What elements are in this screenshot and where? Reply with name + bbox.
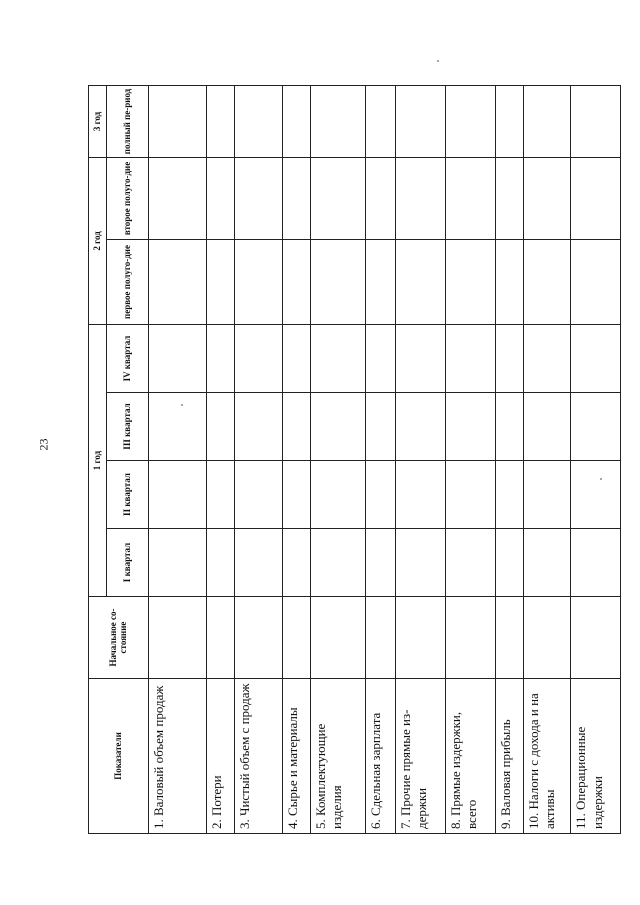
table-cell xyxy=(395,239,446,324)
header-initial-state: Начальное со-стояние xyxy=(89,597,149,679)
table-cell xyxy=(395,529,446,597)
table-cell xyxy=(149,157,207,239)
table-cell xyxy=(149,461,207,529)
table-cell xyxy=(366,393,396,461)
table-row xyxy=(395,85,446,833)
table-cell xyxy=(206,393,234,461)
table-cell xyxy=(282,324,310,392)
row-label: 6. Сдельная зарплата xyxy=(366,679,396,834)
table-cell xyxy=(366,157,396,239)
table-cell xyxy=(366,529,396,597)
page-number: 23 xyxy=(36,438,51,451)
table-row xyxy=(571,85,621,833)
table-cell xyxy=(495,239,523,324)
table-cell xyxy=(571,393,621,461)
table-cell xyxy=(149,393,207,461)
table-cell xyxy=(446,324,496,392)
table-cell xyxy=(495,597,523,679)
scan-speck xyxy=(437,60,439,62)
table-row xyxy=(235,85,282,833)
table-cell xyxy=(366,85,396,157)
header-q2: II квартал xyxy=(107,461,149,529)
table-cell xyxy=(571,461,621,529)
table-row xyxy=(524,85,571,833)
row-label: 7. Прочие прямые из-держки xyxy=(395,679,446,834)
table-cell xyxy=(282,461,310,529)
scan-speck xyxy=(600,478,602,480)
table-cell xyxy=(282,157,310,239)
header-year-1: 1 год xyxy=(89,324,107,596)
table-cell xyxy=(395,324,446,392)
header-half-2: второе полуго-дие xyxy=(107,157,149,239)
table-cell xyxy=(235,157,282,239)
table-cell xyxy=(495,529,523,597)
table-cell xyxy=(571,85,621,157)
table-cell xyxy=(524,85,571,157)
table-cell xyxy=(282,597,310,679)
table-cell xyxy=(571,157,621,239)
table-cell xyxy=(366,239,396,324)
table-cell xyxy=(446,393,496,461)
table-cell xyxy=(366,461,396,529)
table-cell xyxy=(311,324,366,392)
table-cell xyxy=(311,239,366,324)
table-cell xyxy=(495,461,523,529)
table-cell xyxy=(149,85,207,157)
financial-plan-table xyxy=(88,85,621,834)
table-cell xyxy=(235,393,282,461)
table-cell xyxy=(495,85,523,157)
table-cell xyxy=(235,324,282,392)
table-cell xyxy=(524,324,571,392)
table-cell xyxy=(446,85,496,157)
table-cell xyxy=(446,529,496,597)
table-cell xyxy=(206,597,234,679)
table-cell xyxy=(206,157,234,239)
rotated-table-container xyxy=(88,86,621,834)
table-cell xyxy=(206,461,234,529)
table-cell xyxy=(311,461,366,529)
table-cell xyxy=(206,239,234,324)
header-full-period: полный пе-риод xyxy=(107,85,149,157)
table-cell xyxy=(311,597,366,679)
table-row xyxy=(149,85,207,833)
table-cell xyxy=(311,85,366,157)
row-label: 4. Сырье и материалы xyxy=(282,679,310,834)
row-label: 11. Операционные издержки xyxy=(571,679,621,834)
header-year-3: 3 год xyxy=(89,85,107,157)
table-cell xyxy=(524,157,571,239)
header-q4: IV квартал xyxy=(107,324,149,392)
header-q3: III квартал xyxy=(107,393,149,461)
table-row xyxy=(495,85,523,833)
table-row xyxy=(282,85,310,833)
header-half-1: первое полуго-дие xyxy=(107,239,149,324)
scan-speck xyxy=(181,404,183,406)
header-q1: I квартал xyxy=(107,529,149,597)
table-row xyxy=(366,85,396,833)
table-cell xyxy=(149,529,207,597)
table-cell xyxy=(206,529,234,597)
table-cell xyxy=(149,597,207,679)
table-cell xyxy=(446,597,496,679)
table-cell xyxy=(495,324,523,392)
table-cell xyxy=(571,529,621,597)
table-cell xyxy=(282,393,310,461)
table-cell xyxy=(395,157,446,239)
header-indicators: Показатели xyxy=(89,679,149,834)
table-cell xyxy=(235,461,282,529)
table-cell xyxy=(235,239,282,324)
table-cell xyxy=(282,85,310,157)
table-cell xyxy=(149,324,207,392)
row-label: 10. Налоги с дохода и на активы xyxy=(524,679,571,834)
table-cell xyxy=(206,85,234,157)
table-cell xyxy=(446,157,496,239)
row-label: 9. Валовая прибыль xyxy=(495,679,523,834)
row-label: 3. Чистый объем с продаж xyxy=(235,679,282,834)
table-cell xyxy=(524,597,571,679)
table-cell xyxy=(495,157,523,239)
table-cell xyxy=(282,239,310,324)
row-label: 5. Комплектующие изделия xyxy=(311,679,366,834)
table-cell xyxy=(395,597,446,679)
table-row xyxy=(206,85,234,833)
table-cell xyxy=(571,324,621,392)
table-cell xyxy=(395,85,446,157)
table-cell xyxy=(311,393,366,461)
table-cell xyxy=(366,597,396,679)
table-cell xyxy=(571,239,621,324)
table-cell xyxy=(235,529,282,597)
row-label: 1. Валовый объем продаж xyxy=(149,679,207,834)
table-cell xyxy=(524,529,571,597)
table-cell xyxy=(366,324,396,392)
table-cell xyxy=(311,157,366,239)
table-cell xyxy=(446,239,496,324)
table-row xyxy=(311,85,366,833)
table-cell xyxy=(495,393,523,461)
table-cell xyxy=(571,597,621,679)
table-cell xyxy=(395,393,446,461)
header-year-2: 2 год xyxy=(89,157,107,324)
table-cell xyxy=(395,461,446,529)
table-cell xyxy=(235,85,282,157)
table-cell xyxy=(524,239,571,324)
table-cell xyxy=(282,529,310,597)
table-row xyxy=(446,85,496,833)
table-cell xyxy=(311,529,366,597)
table-cell xyxy=(149,239,207,324)
table-cell xyxy=(446,461,496,529)
table-cell xyxy=(524,393,571,461)
row-label: 8. Прямые издержки, всего xyxy=(446,679,496,834)
table-cell xyxy=(235,597,282,679)
table-cell xyxy=(524,461,571,529)
table-cell xyxy=(206,324,234,392)
row-label: 2. Потери xyxy=(206,679,234,834)
